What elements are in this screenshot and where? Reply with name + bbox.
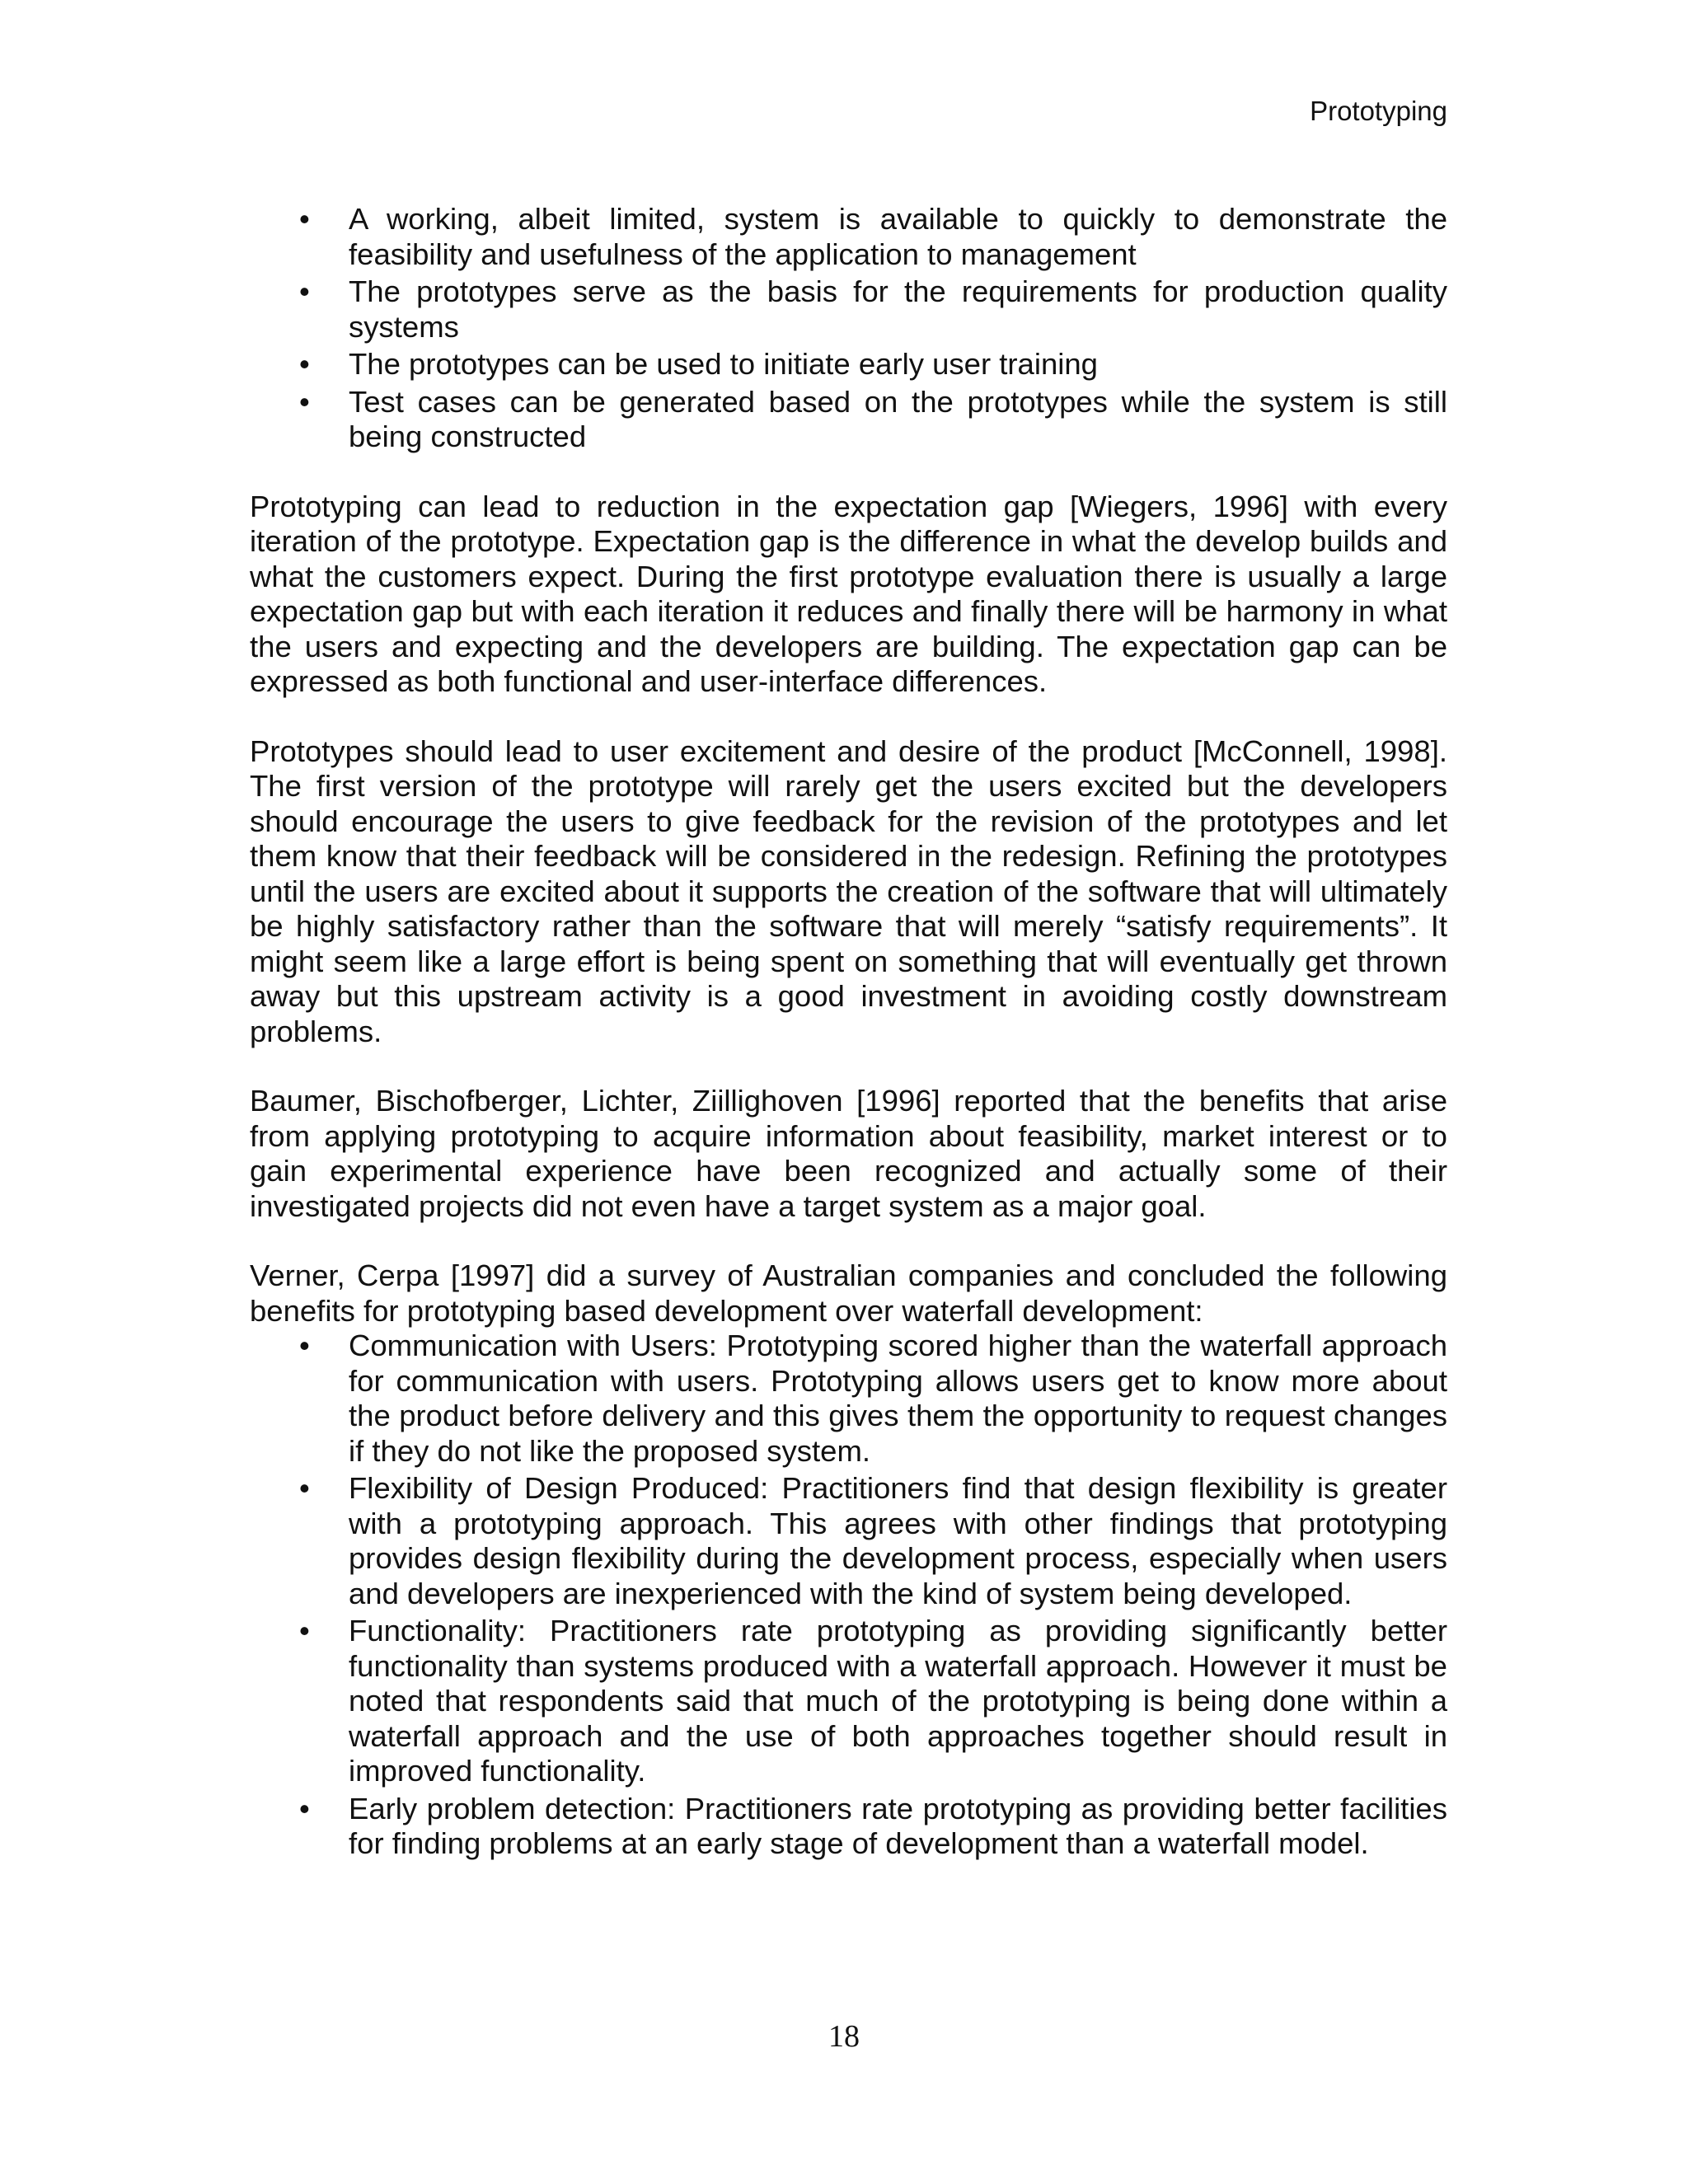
list-item: • The prototypes serve as the basis for the requirements for production quality systems (349, 274, 1447, 344)
list-item: • A working, albeit limited, system is available to quickly to demonstrate the feasibility and usefulness of the application to management (349, 202, 1447, 272)
paragraph-expectation-gap: Prototyping can lead to reduction in the expectation gap [Wiegers, 1996] with every iteration of the prototype. Expectation gap is the difference in what the develop builds and what the customers expect. During the first prototype evaluation there is usually a large expectation gap but with each iteration it reduces and finally there will be harmony in what the users and expecting and the developers are building. The expectation gap can be expressed as both functional and user-interface differences. (250, 489, 1447, 698)
page-number: 18 (828, 2019, 860, 2054)
list-item: • Early problem detection: Practitioners rate prototyping as providing better facilities for finding problems at an early stage of development than a waterfall model. (349, 1792, 1447, 1862)
list-item: • Communication with Users: Prototyping scored higher than the waterfall approach for communication with users. Prototyping allows users get to know more about the product before delivery and this gives them the opportunity to request changes if they do not like the proposed system. (349, 1329, 1447, 1469)
paragraph-user-excitement: Prototypes should lead to user excitement and desire of the product [McConnell, 1998]. The first version of the prototype will rarely get the users excited but the developers should encourage the users to give feedback for the revision of the prototypes and let them know that their feedback will be considered in the redesign. Refining the prototypes until the users are excited about it supports the creation of the software that will ultimately be highly satisfactory rather than the software that will merely “satisfy requirements”. It might seem like a large effort is being spent on something that will eventually get thrown away but this upstream activity is a good investment in avoiding costly downstream problems. (250, 733, 1447, 1048)
list-item: • Functionality: Practitioners rate prototyping as providing significantly better functionality than systems produced with a waterfall approach. However it must be noted that respondents said that much of the prototyping is being done within a waterfall approach and the use of both approaches together should result in improved functionality. (349, 1614, 1447, 1789)
paragraph-verner-survey: Verner, Cerpa [1997] did a survey of Australian companies and concluded the following benefits for prototyping based development over waterfall development: (250, 1258, 1447, 1328)
intro-bullet-list (250, 202, 1447, 455)
list-item: • Test cases can be generated based on the prototypes while the system is still being constructed (349, 385, 1447, 455)
paragraph-baumer-study: Baumer, Bischofberger, Lichter, Ziillighoven [1996] reported that the benefits that arise from applying prototyping to acquire information about feasibility, market interest or to gain experimental experience have been recognized and actually some of their investigated projects did not even have a target system as a major goal. (250, 1084, 1447, 1223)
page-body (250, 202, 1447, 1864)
benefit-bullet-list (250, 1329, 1447, 1862)
list-item: • Flexibility of Design Produced: Practitioners find that design flexibility is greater with a prototyping approach. This agrees with other findings that prototyping provides design flexibility during the development process, especially when users and developers are inexperienced with the kind of system being developed. (349, 1471, 1447, 1611)
running-header: Prototyping (1310, 96, 1447, 126)
list-item: • The prototypes can be used to initiate early user training (349, 347, 1447, 382)
